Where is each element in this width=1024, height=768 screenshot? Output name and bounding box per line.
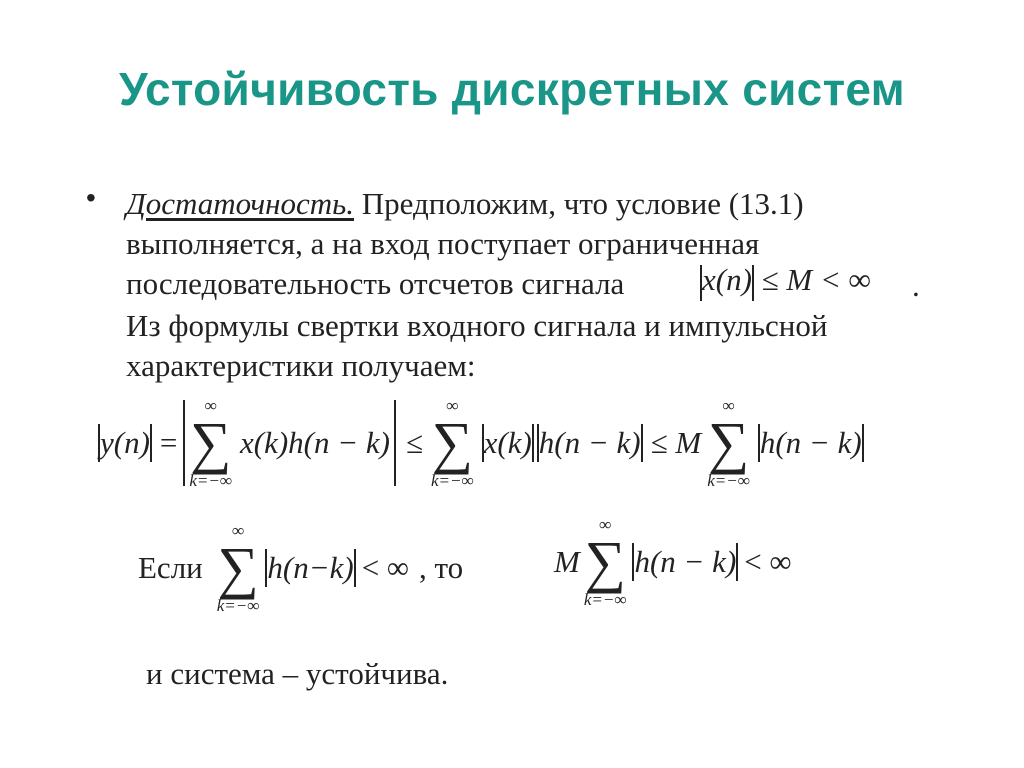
condition-term: h(n−k)	[267, 550, 354, 585]
slide-title: Устойчивость дискретных систем	[118, 63, 905, 115]
condition-formula-2	[554, 514, 792, 610]
paragraph-line-4: Из формулы свертки входного сигнала и импульсной	[126, 308, 828, 343]
condition-term-2: h(n − k)	[634, 544, 737, 579]
inline-formula-relation: ≤ M < ∞	[761, 262, 871, 297]
inline-formula-period: .	[912, 268, 920, 303]
formula-le-2: ≤ M	[650, 425, 702, 460]
formula-term-2b: h(n − k)	[538, 425, 641, 460]
paragraph-line-1	[126, 184, 804, 224]
main-formula	[98, 398, 864, 488]
condition-formula-1	[138, 520, 463, 616]
sum-symbol-3: ∞ ∑ k=−∞	[707, 396, 750, 490]
condition-if-word: Если	[138, 550, 203, 585]
formula-term-3: h(n − k)	[759, 425, 862, 460]
condition-then-word: , то	[419, 550, 464, 585]
sum-symbol-4: ∞ ∑ k=−∞	[216, 521, 260, 615]
bullet-marker: •	[86, 182, 96, 213]
formula-term-1: x(k)h(n − k)	[240, 425, 390, 460]
formula-le-1: ≤	[406, 425, 424, 460]
inline-formula	[700, 260, 871, 301]
sum-symbol-1: ∞ ∑ k=−∞	[189, 396, 232, 490]
inline-formula-x: x(n)	[702, 262, 752, 297]
term-sufficiency: Достаточность.	[126, 186, 355, 221]
formula-equals: =	[159, 425, 178, 460]
conclusion-text: и система – устойчива.	[146, 656, 449, 691]
condition-relation-2: < ∞	[744, 544, 792, 579]
sum-symbol-5: ∞ ∑ k=−∞	[583, 515, 627, 609]
condition-M: M	[554, 544, 580, 579]
formula-term-2a: x(k)	[483, 425, 532, 460]
paragraph-line-1-rest: Предположим, что условие (13.1)	[354, 186, 804, 221]
paragraph-line-3: последовательность отсчетов сигнала	[126, 266, 625, 301]
formula-lhs: y(n)	[100, 425, 150, 460]
paragraph-line-2: выполняется, а на вход поступает ограниченная	[126, 226, 760, 261]
paragraph-line-5: характеристики получаем:	[126, 348, 476, 383]
sum-symbol-2: ∞ ∑ k=−∞	[431, 396, 474, 490]
condition-relation: < ∞	[361, 550, 410, 585]
